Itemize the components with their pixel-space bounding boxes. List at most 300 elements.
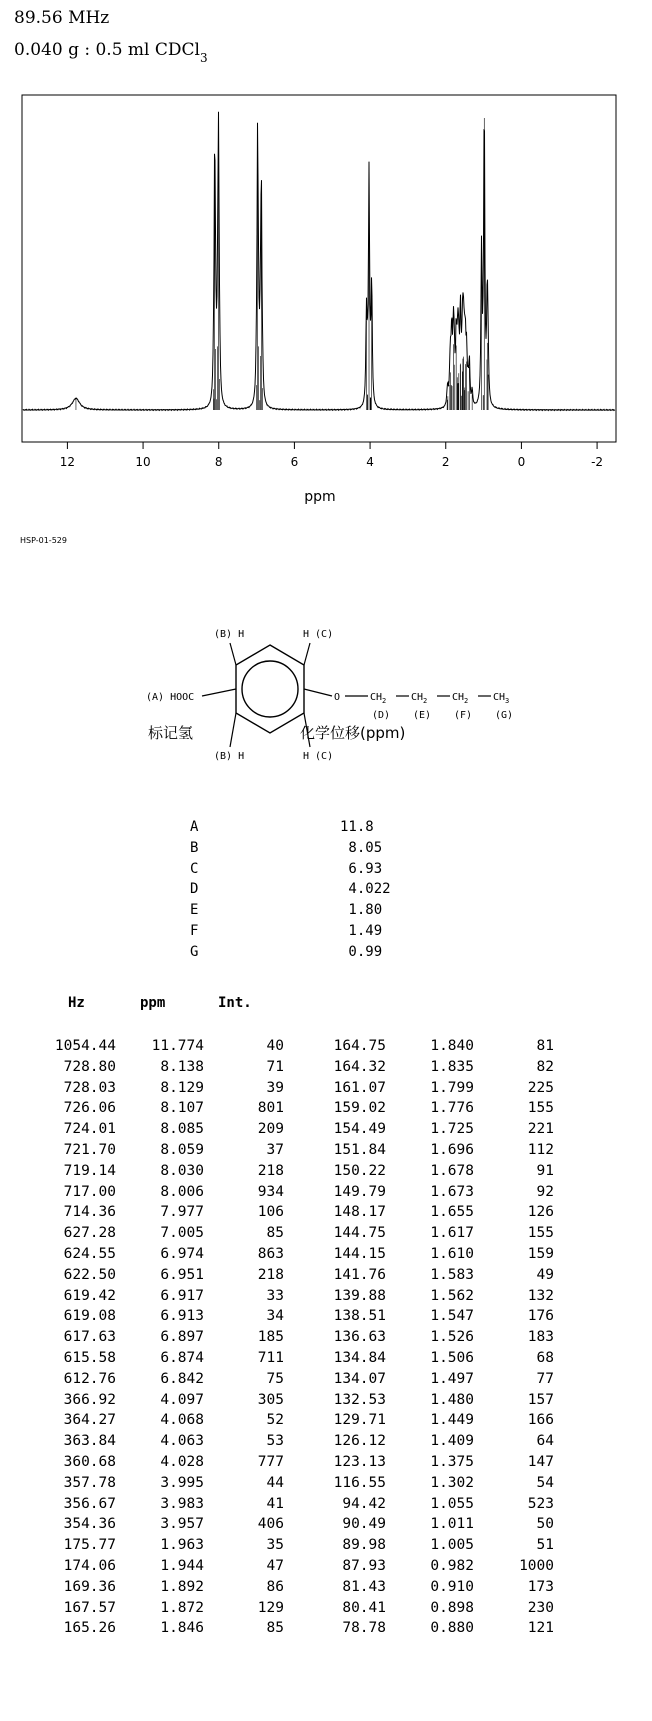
- cell-int: 132: [527, 1287, 554, 1304]
- table-row: [40, 1452, 284, 1473]
- table-row: [40, 1182, 284, 1203]
- x-axis: [60, 442, 603, 469]
- cell-hz: 165.26: [63, 1620, 116, 1637]
- cell-int: 126: [527, 1204, 554, 1221]
- cell-int: 53: [266, 1433, 284, 1450]
- cell-ppm: 4.097: [160, 1391, 204, 1408]
- cell-hz: 615.58: [63, 1349, 116, 1366]
- cell-hz: 139.88: [333, 1287, 386, 1304]
- cell-ppm: 1.011: [430, 1516, 474, 1533]
- cell-hz: 129.71: [333, 1412, 386, 1429]
- cell-int: 40: [266, 1038, 284, 1054]
- cell-ppm: 1.872: [160, 1599, 204, 1616]
- cell-ppm: 8.129: [160, 1079, 204, 1096]
- cell-ppm: 1.375: [430, 1453, 474, 1470]
- cell-int: 218: [257, 1266, 284, 1283]
- cell-hz: 149.79: [333, 1183, 386, 1200]
- assignment-row: [190, 838, 391, 859]
- chain-d-sub: 2: [382, 697, 387, 705]
- x-tick-label: 6: [290, 455, 299, 469]
- cell-ppm: 1.526: [430, 1329, 474, 1346]
- table-row: [40, 1078, 284, 1099]
- cell-hz: 89.98: [342, 1537, 386, 1554]
- table-row: [310, 1410, 554, 1431]
- cell-hz: 612.76: [63, 1370, 116, 1387]
- cell-hz: 619.08: [63, 1308, 116, 1325]
- cell-int: 225: [527, 1079, 554, 1096]
- table-row: [40, 1431, 284, 1452]
- sample-subscript: 3: [199, 51, 208, 66]
- table-row: [310, 1473, 554, 1494]
- cell-ppm: 1.696: [430, 1141, 474, 1158]
- cell-hz: 141.76: [333, 1266, 386, 1283]
- assignment-list: [190, 817, 391, 963]
- table-row: [310, 1140, 554, 1161]
- table-row: [310, 1390, 554, 1411]
- cell-ppm: 1.776: [430, 1100, 474, 1117]
- cell-ppm: 1.583: [430, 1266, 474, 1283]
- table-row: [310, 1452, 554, 1473]
- cell-hz: 164.75: [333, 1038, 386, 1054]
- chain-label-e: (E): [413, 710, 432, 721]
- peak-marks: [76, 118, 488, 410]
- table-row: [310, 1202, 554, 1223]
- cell-hz: 360.68: [63, 1453, 116, 1470]
- cell-ppm: 8.006: [160, 1183, 204, 1200]
- cell-ppm: 8.107: [160, 1100, 204, 1117]
- cell-hz: 159.02: [333, 1100, 386, 1117]
- cell-hz: 726.06: [63, 1100, 116, 1117]
- cell-int: 52: [266, 1412, 284, 1429]
- cell-hz: 123.13: [333, 1453, 386, 1470]
- cell-ppm: 8.085: [160, 1121, 204, 1138]
- cell-hz: 90.49: [342, 1516, 386, 1533]
- table-row: [40, 1140, 284, 1161]
- table-row: [310, 1306, 554, 1327]
- table-row: [310, 1598, 554, 1619]
- cell-int: 129: [257, 1599, 284, 1616]
- cell-int: 1000: [519, 1557, 554, 1574]
- cell-ppm: 3.995: [160, 1474, 204, 1491]
- chain-f-sub: 2: [464, 697, 469, 705]
- cell-int: 64: [536, 1433, 554, 1450]
- table-row: [40, 1036, 284, 1057]
- cell-int: 49: [536, 1266, 554, 1283]
- cell-ppm: 6.951: [160, 1266, 204, 1283]
- cell-ppm: 3.957: [160, 1516, 204, 1533]
- cell-ppm: 7.977: [160, 1204, 204, 1221]
- cell-int: 77: [536, 1370, 554, 1387]
- cell-hz: 150.22: [333, 1162, 386, 1179]
- cell-hz: 81.43: [342, 1578, 386, 1595]
- table-row: [40, 1098, 284, 1119]
- cell-hz: 161.07: [333, 1079, 386, 1096]
- table-row: [40, 1306, 284, 1327]
- table-row: [310, 1431, 554, 1452]
- table-row: [310, 1556, 554, 1577]
- assignment-shift: 1.49: [340, 922, 383, 939]
- benzene-ring: [236, 645, 304, 733]
- x-tick-label: 4: [366, 455, 374, 469]
- table-row: [40, 1390, 284, 1411]
- cell-ppm: 8.030: [160, 1162, 204, 1179]
- cell-hz: 721.70: [63, 1141, 116, 1158]
- cell-int: 71: [266, 1058, 284, 1075]
- cell-int: 173: [527, 1578, 554, 1595]
- assignment-shift: 6.93: [340, 860, 383, 877]
- chain-e-text: CH: [411, 692, 424, 703]
- table-header-ppm: ppm: [140, 995, 166, 1011]
- assignment-row: [190, 921, 391, 942]
- plot-frame: [22, 95, 616, 442]
- cell-hz: 724.01: [63, 1121, 116, 1138]
- cell-hz: 363.84: [63, 1433, 116, 1450]
- cell-hz: 134.84: [333, 1349, 386, 1366]
- x-tick-label: -2: [591, 455, 604, 469]
- chain-g-sub: 3: [505, 697, 510, 705]
- table-row: [40, 1598, 284, 1619]
- cell-int: 121: [527, 1620, 554, 1637]
- table-row: [310, 1161, 554, 1182]
- assignment-label: G: [190, 943, 199, 960]
- cell-ppm: 1.005: [430, 1537, 474, 1554]
- table-row: [40, 1057, 284, 1078]
- cell-hz: 116.55: [333, 1474, 386, 1491]
- cell-int: 155: [527, 1225, 554, 1242]
- cell-int: 711: [257, 1349, 284, 1366]
- cell-int: 166: [527, 1412, 554, 1429]
- cell-ppm: 1.302: [430, 1474, 474, 1491]
- table-row: [40, 1577, 284, 1598]
- peak-table-left: [40, 1036, 284, 1639]
- assignment-row: [190, 900, 391, 921]
- cell-hz: 169.36: [63, 1578, 116, 1595]
- cell-ppm: 11.774: [151, 1038, 204, 1054]
- cell-ppm: 1.725: [430, 1121, 474, 1138]
- table-row: [310, 1286, 554, 1307]
- cell-hz: 164.32: [333, 1058, 386, 1075]
- cell-ppm: 6.974: [160, 1245, 204, 1262]
- cell-hz: 357.78: [63, 1474, 116, 1491]
- table-row: [40, 1119, 284, 1140]
- cell-int: 39: [266, 1079, 284, 1096]
- cell-int: 75: [266, 1370, 284, 1387]
- table-row: [310, 1494, 554, 1515]
- cell-hz: 717.00: [63, 1183, 116, 1200]
- chain-ch3-g: [493, 692, 509, 705]
- cell-hz: 366.92: [63, 1391, 116, 1408]
- cell-hz: 94.42: [342, 1495, 386, 1512]
- ring-label-c-top: H (C): [303, 629, 334, 640]
- ring-label-b-top: (B) H: [214, 629, 245, 640]
- cell-ppm: 1.846: [160, 1620, 204, 1637]
- cell-int: 34: [266, 1308, 284, 1325]
- cell-int: 221: [527, 1121, 554, 1138]
- table-row: [310, 1327, 554, 1348]
- ring-label-c-bottom: H (C): [303, 751, 334, 762]
- cell-hz: 87.93: [342, 1557, 386, 1574]
- cell-int: 81: [536, 1038, 554, 1054]
- cell-ppm: 7.005: [160, 1225, 204, 1242]
- assignment-shift: 11.8: [340, 819, 374, 835]
- table-row: [40, 1618, 284, 1639]
- chain-d-text: CH: [370, 692, 383, 703]
- x-tick-label: 0: [517, 455, 526, 469]
- cell-int: 209: [257, 1121, 284, 1138]
- cell-int: 777: [257, 1453, 284, 1470]
- cell-hz: 714.36: [63, 1204, 116, 1221]
- assignment-header-label: 标记氢: [148, 724, 194, 742]
- cell-ppm: 4.068: [160, 1412, 204, 1429]
- assignment-label: A: [190, 819, 199, 835]
- table-row: [40, 1494, 284, 1515]
- table-row: [310, 1265, 554, 1286]
- cell-int: 185: [257, 1329, 284, 1346]
- cell-hz: 132.53: [333, 1391, 386, 1408]
- cell-hz: 144.15: [333, 1245, 386, 1262]
- cell-hz: 619.42: [63, 1287, 116, 1304]
- cell-ppm: 1.892: [160, 1578, 204, 1595]
- ether-oxygen: O: [334, 692, 341, 703]
- chain-f-text: CH: [452, 692, 465, 703]
- cell-hz: 175.77: [63, 1537, 116, 1554]
- table-row: [40, 1161, 284, 1182]
- cell-int: 91: [536, 1162, 554, 1179]
- cell-ppm: 6.917: [160, 1287, 204, 1304]
- cell-hz: 354.36: [63, 1516, 116, 1533]
- cell-ppm: 1.610: [430, 1245, 474, 1262]
- table-row: [310, 1078, 554, 1099]
- chain-ch2-f: [452, 692, 468, 705]
- assignment-label: C: [190, 860, 199, 877]
- cell-hz: 617.63: [63, 1329, 116, 1346]
- cell-ppm: 0.910: [430, 1578, 474, 1595]
- table-row: [310, 1098, 554, 1119]
- x-tick-label: 2: [441, 455, 450, 469]
- assignment-row: [190, 859, 391, 880]
- cell-ppm: 1.547: [430, 1308, 474, 1325]
- assignment-shift: 0.99: [340, 943, 383, 960]
- cell-int: 801: [257, 1100, 284, 1117]
- cell-int: 41: [266, 1495, 284, 1512]
- cell-ppm: 1.055: [430, 1495, 474, 1512]
- cell-hz: 151.84: [333, 1141, 386, 1158]
- cell-int: 47: [266, 1557, 284, 1574]
- spectrometer-frequency: 89.56 MHz: [14, 8, 110, 28]
- cell-hz: 138.51: [333, 1308, 386, 1325]
- table-row: [310, 1369, 554, 1390]
- cell-int: 33: [266, 1287, 284, 1304]
- cell-ppm: 0.898: [430, 1599, 474, 1616]
- assignment-label: D: [190, 881, 199, 898]
- cell-ppm: 8.059: [160, 1141, 204, 1158]
- table-row: [310, 1577, 554, 1598]
- table-row: [40, 1265, 284, 1286]
- cell-int: 155: [527, 1100, 554, 1117]
- cell-int: 305: [257, 1391, 284, 1408]
- assignment-header-shift: 化学位移(ppm): [300, 724, 406, 742]
- table-row: [40, 1369, 284, 1390]
- cell-ppm: 1.506: [430, 1349, 474, 1366]
- cell-int: 523: [527, 1495, 554, 1512]
- cell-int: 147: [527, 1453, 554, 1470]
- cell-int: 86: [266, 1578, 284, 1595]
- cell-ppm: 1.449: [430, 1412, 474, 1429]
- x-tick-label: 12: [59, 455, 76, 469]
- cell-int: 35: [266, 1537, 284, 1554]
- cell-ppm: 1.678: [430, 1162, 474, 1179]
- assignment-shift: 4.022: [340, 881, 391, 898]
- cell-int: 112: [527, 1141, 554, 1158]
- cell-ppm: 1.673: [430, 1183, 474, 1200]
- cell-ppm: 1.835: [430, 1058, 474, 1075]
- sample-description: [14, 40, 208, 66]
- cell-hz: 136.63: [333, 1329, 386, 1346]
- cell-int: 176: [527, 1308, 554, 1325]
- cell-hz: 167.57: [63, 1599, 116, 1616]
- table-row: [40, 1286, 284, 1307]
- cell-int: 51: [536, 1537, 554, 1554]
- cell-hz: 1054.44: [54, 1038, 116, 1054]
- cell-ppm: 1.963: [160, 1537, 204, 1554]
- table-row: [40, 1327, 284, 1348]
- cell-int: 230: [527, 1599, 554, 1616]
- chain-e-sub: 2: [423, 697, 428, 705]
- chain-label-d: (D): [372, 710, 391, 721]
- cell-int: 82: [536, 1058, 554, 1075]
- cell-ppm: 1.409: [430, 1433, 474, 1450]
- table-row: [310, 1057, 554, 1078]
- table-row: [40, 1202, 284, 1223]
- cell-hz: 78.78: [342, 1620, 386, 1637]
- table-header-int: Int.: [218, 995, 252, 1011]
- cell-ppm: 1.655: [430, 1204, 474, 1221]
- cell-ppm: 6.842: [160, 1370, 204, 1387]
- table-row: [40, 1514, 284, 1535]
- cell-hz: 627.28: [63, 1225, 116, 1242]
- table-row: [40, 1473, 284, 1494]
- cell-hz: 144.75: [333, 1225, 386, 1242]
- cell-int: 37: [266, 1141, 284, 1158]
- x-axis-label: ppm: [304, 489, 336, 505]
- chain-ch2-e: [411, 692, 427, 705]
- cell-hz: 148.17: [333, 1204, 386, 1221]
- assignment-row: [190, 942, 391, 963]
- cell-int: 85: [266, 1225, 284, 1242]
- spectrum-code: HSP-01-529: [20, 536, 67, 545]
- cell-hz: 622.50: [63, 1266, 116, 1283]
- cell-hz: 364.27: [63, 1412, 116, 1429]
- cell-ppm: 4.063: [160, 1433, 204, 1450]
- nmr-spectrum-chart: [0, 90, 652, 510]
- assignment-shift: 1.80: [340, 902, 383, 919]
- cell-ppm: 6.897: [160, 1329, 204, 1346]
- cell-int: 92: [536, 1183, 554, 1200]
- cell-int: 159: [527, 1245, 554, 1262]
- assignment-row: [190, 817, 391, 838]
- chain-label-f: (F): [454, 710, 473, 721]
- cell-int: 934: [257, 1183, 284, 1200]
- cell-hz: 728.80: [63, 1058, 116, 1075]
- cell-hz: 728.03: [63, 1079, 116, 1096]
- cell-hz: 624.55: [63, 1245, 116, 1262]
- cell-int: 68: [536, 1349, 554, 1366]
- cell-hz: 174.06: [63, 1557, 116, 1574]
- table-row: [40, 1244, 284, 1265]
- chain-ch2-d: [370, 692, 386, 705]
- table-row: [310, 1618, 554, 1639]
- cell-int: 106: [257, 1204, 284, 1221]
- x-tick-label: 10: [135, 455, 151, 469]
- table-row: [40, 1223, 284, 1244]
- table-row: [310, 1514, 554, 1535]
- cell-hz: 80.41: [342, 1599, 386, 1616]
- cell-int: 157: [527, 1391, 554, 1408]
- assignment-shift: 8.05: [340, 839, 383, 856]
- cell-ppm: 1.617: [430, 1225, 474, 1242]
- chain-g-text: CH: [493, 692, 506, 703]
- cell-ppm: 8.138: [160, 1058, 204, 1075]
- cell-ppm: 4.028: [160, 1453, 204, 1470]
- table-row: [40, 1556, 284, 1577]
- table-row: [310, 1348, 554, 1369]
- table-row: [40, 1535, 284, 1556]
- ring-label-b-bottom: (B) H: [214, 751, 245, 762]
- acid-group-label: (A) HOOC: [146, 692, 195, 703]
- cell-int: 54: [536, 1474, 554, 1491]
- cell-ppm: 1.944: [160, 1557, 204, 1574]
- cell-hz: 356.67: [63, 1495, 116, 1512]
- cell-int: 863: [257, 1245, 284, 1262]
- table-row: [310, 1244, 554, 1265]
- cell-ppm: 1.497: [430, 1370, 474, 1387]
- cell-int: 218: [257, 1162, 284, 1179]
- cell-int: 85: [266, 1620, 284, 1637]
- cell-hz: 134.07: [333, 1370, 386, 1387]
- cell-ppm: 1.840: [430, 1038, 474, 1054]
- table-header-hz: Hz: [68, 995, 85, 1011]
- peak-table-right: [310, 1036, 554, 1639]
- assignment-label: E: [190, 902, 199, 919]
- assignment-label: B: [190, 839, 199, 856]
- table-row: [310, 1182, 554, 1203]
- assignment-label: F: [190, 922, 199, 939]
- cell-int: 50: [536, 1516, 554, 1533]
- assignment-row: [190, 879, 391, 900]
- cell-ppm: 6.874: [160, 1349, 204, 1366]
- x-tick-label: 8: [214, 455, 223, 469]
- table-row: [310, 1223, 554, 1244]
- table-row: [310, 1036, 554, 1057]
- cell-ppm: 1.799: [430, 1079, 474, 1096]
- cell-ppm: 3.983: [160, 1495, 204, 1512]
- cell-ppm: 1.480: [430, 1391, 474, 1408]
- cell-ppm: 6.913: [160, 1308, 204, 1325]
- cell-int: 183: [527, 1329, 554, 1346]
- table-row: [310, 1535, 554, 1556]
- cell-hz: 154.49: [333, 1121, 386, 1138]
- cell-int: 406: [257, 1516, 284, 1533]
- chain-label-g: (G): [495, 710, 514, 721]
- cell-hz: 126.12: [333, 1433, 386, 1450]
- table-row: [40, 1348, 284, 1369]
- cell-hz: 719.14: [63, 1162, 116, 1179]
- cell-ppm: 1.562: [430, 1287, 474, 1304]
- cell-int: 44: [266, 1474, 284, 1491]
- table-row: [40, 1410, 284, 1431]
- table-row: [310, 1119, 554, 1140]
- sample-text: 0.040 g : 0.5 ml CDCl: [14, 40, 200, 60]
